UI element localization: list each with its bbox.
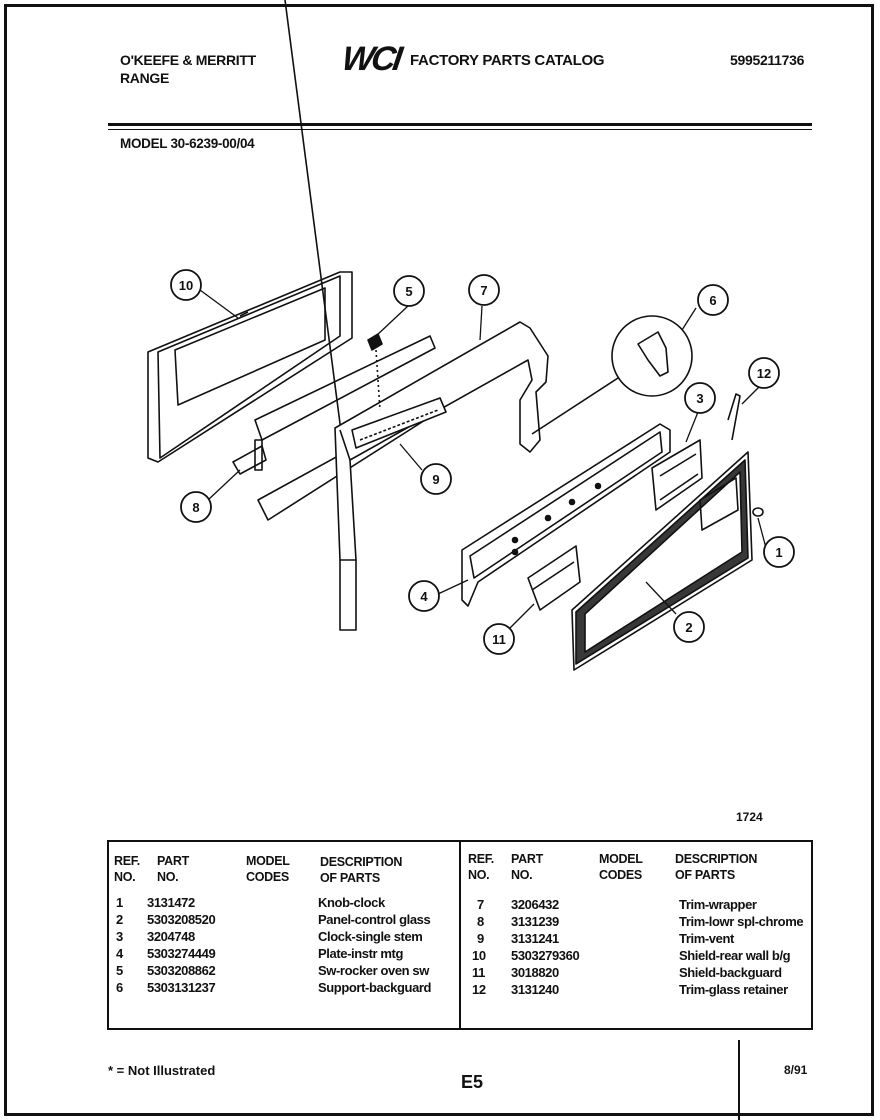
logo-text: WCI — [343, 40, 403, 74]
callout-6: 6 — [709, 293, 717, 308]
left-header-ref: REF. NO. — [114, 854, 140, 884]
part-6-support — [532, 316, 692, 434]
right-header-description: DESCRIPTION OF PARTS — [675, 852, 758, 882]
part-10-shield-rear-wall — [148, 272, 352, 462]
callout-5: 5 — [405, 284, 413, 299]
callout-9: 9 — [432, 472, 440, 487]
callout-12: 12 — [756, 366, 772, 381]
right-header-ref: REF. NO. — [468, 852, 494, 882]
model-number: MODEL 30-6239-00/04 — [120, 136, 255, 151]
callout-1: 1 — [775, 545, 783, 560]
brand-name: O'KEEFE & MERRITT — [120, 52, 256, 68]
right-header-part: PART NO. — [511, 852, 543, 882]
callout-10: 10 — [178, 278, 194, 293]
catalog-title: FACTORY PARTS CATALOG — [410, 52, 605, 69]
figure-number: 1724 — [736, 810, 763, 824]
revision-date: 8/91 — [784, 1063, 808, 1077]
callout-4: 4 — [420, 589, 428, 604]
callout-11: 11 — [492, 632, 506, 647]
catalog-number: 5995211736 — [730, 52, 805, 68]
footnote: * = Not Illustrated — [108, 1063, 216, 1078]
callout-7: 7 — [480, 283, 488, 298]
product-type: RANGE — [120, 70, 170, 86]
part-11-shield-backguard — [528, 546, 580, 610]
part-1-knob-clock — [753, 508, 763, 516]
right-header-model-codes: MODEL CODES — [599, 852, 643, 882]
left-header-part: PART NO. — [157, 854, 189, 884]
page-code: E5 — [461, 1072, 484, 1092]
left-header-description: DESCRIPTION OF PARTS — [320, 855, 403, 885]
callout-3: 3 — [696, 391, 704, 406]
footer-divider — [738, 1040, 740, 1120]
callout-8: 8 — [192, 500, 200, 515]
left-header-model-codes: MODEL CODES — [246, 854, 290, 884]
callout-2: 2 — [685, 620, 693, 635]
part-12-trim-glass-retainer — [728, 394, 740, 440]
table-column-divider — [459, 840, 461, 1030]
